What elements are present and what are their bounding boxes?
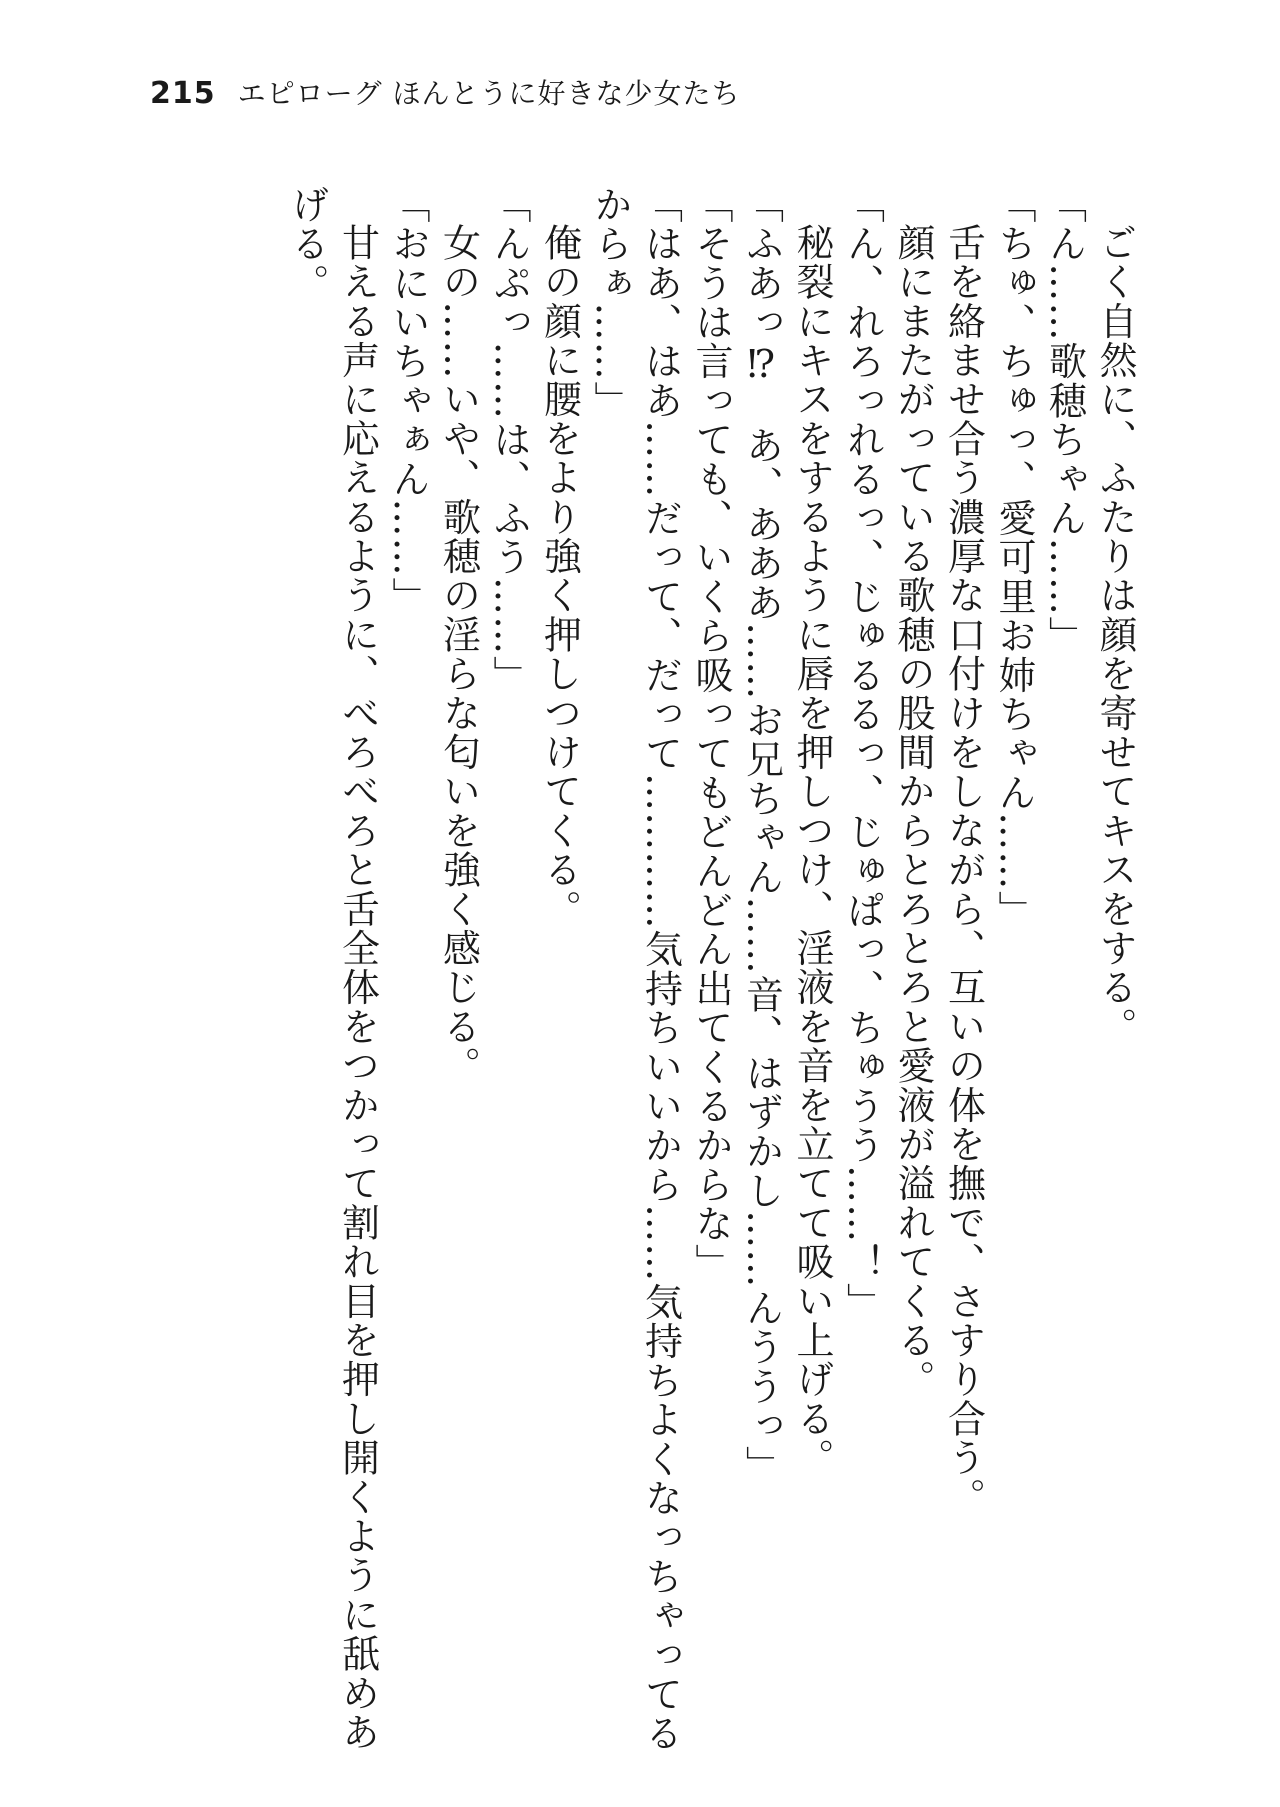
dialogue-line: 「んぷっ……は、ふう……」 (487, 185, 531, 695)
dialogue-line: 「そうは言っても、いくら吸ってもどんどん出てくるからな」 (689, 185, 733, 1283)
dialogue-line: 「ちゅ、ちゅっ、愛可里お姉ちゃん……」 (992, 185, 1036, 930)
paragraph: 舌を絡ませ合う濃厚な口付けをしながら、互いの体を撫で、さすり合う。 (941, 223, 986, 1517)
running-header (150, 72, 741, 122)
paragraph: 女の……いや、歌穂の淫らな匂いを強く感じる。 (436, 223, 481, 1086)
paragraph: 俺の顔に腰をより強く押しつけてくる。 (537, 223, 582, 929)
paragraph: 甘える声に応えるように、べろべろと舌全体をつかって割れ目を押し開くように舐めあげる。 (285, 185, 380, 1752)
dialogue-line: 「おにいちゃぁん……」 (386, 185, 430, 617)
dialogue-line: 「ふあっ⁉ あ、あああ……お兄ちゃん……音、はずかし……んううっ」 (739, 185, 784, 1485)
dialogue-line: 「ん……歌穂ちゃん……」 (1042, 185, 1087, 656)
paragraph: ごく自然に、ふたりは顔を寄せてキスをする。 (1093, 223, 1137, 1047)
page-number: 215 (150, 76, 216, 111)
dialogue-line: 「ん、れろっれるっ、じゅるるっ、じゅぱっ、ちゅうう……！」 (840, 185, 885, 1322)
paragraph: 秘裂にキスをするように唇を押しつけ、淫液を音を立てて吸い上げる。 (790, 223, 834, 1478)
vertical-body-text (130, 185, 1140, 1755)
paragraph: 顔にまたがっている歌穂の股間からとろとろと愛液が溢れてくる。 (891, 223, 935, 1399)
chapter-title: エピローグ ほんとうに好きな少女たち (237, 77, 741, 110)
dialogue-line: 「はあ、はあ……だって、だって…………気持ちいいから……気持ちよくなっちゃってるからぁ……」 (588, 185, 683, 1753)
